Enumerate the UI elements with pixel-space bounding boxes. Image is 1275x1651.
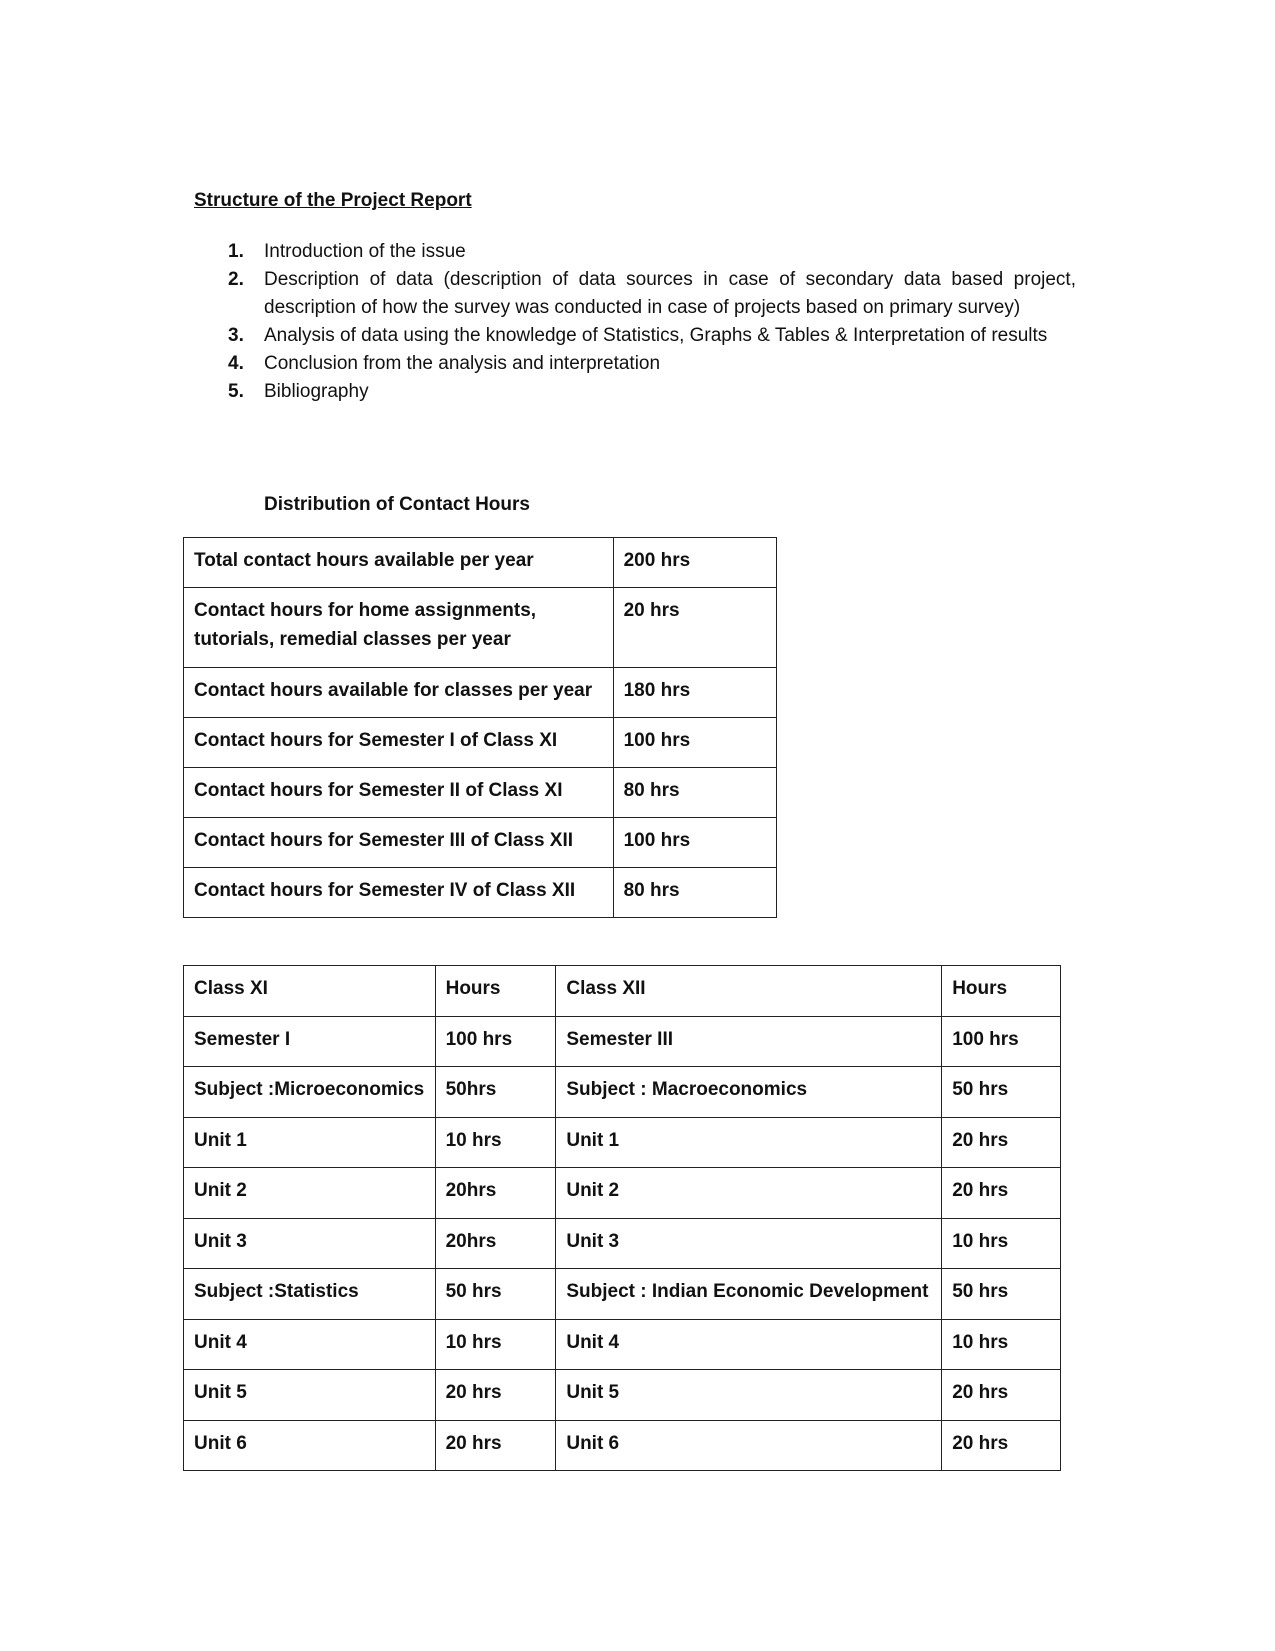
table-cell: Unit 1 xyxy=(556,1117,942,1168)
list-item xyxy=(228,238,1076,266)
table-row xyxy=(184,1269,1061,1320)
table-cell: 20hrs xyxy=(435,1218,556,1269)
table-cell: Unit 3 xyxy=(184,1218,436,1269)
list-item-number: 4. xyxy=(228,353,244,374)
table-cell: 100 hrs xyxy=(435,1016,556,1067)
table-cell: Subject : Indian Economic Development xyxy=(556,1269,942,1320)
table-cell: 20 hrs xyxy=(942,1370,1061,1421)
table-cell: 20 hrs xyxy=(942,1420,1061,1471)
list-item-text: Bibliography xyxy=(264,381,369,402)
table-cell: 10 hrs xyxy=(435,1117,556,1168)
table-cell-label: Total contact hours available per year xyxy=(184,538,614,588)
table-cell: 10 hrs xyxy=(435,1319,556,1370)
list-item xyxy=(228,266,1076,322)
list-item xyxy=(228,322,1076,350)
table-cell: 50hrs xyxy=(435,1067,556,1118)
table-cell-label: Contact hours available for classes per year xyxy=(184,668,614,718)
table-cell: Hours xyxy=(942,966,1061,1017)
table-row xyxy=(184,1319,1061,1370)
table-cell: Subject : Macroeconomics xyxy=(556,1067,942,1118)
table-cell-label: Contact hours for Semester IV of Class XII xyxy=(184,868,614,918)
distribution-title: Distribution of Contact Hours xyxy=(264,494,530,515)
list-item-number: 1. xyxy=(228,241,244,262)
table-cell: 20hrs xyxy=(435,1168,556,1219)
table-cell-label: Contact hours for Semester I of Class XI xyxy=(184,718,614,768)
table-cell: 10 hrs xyxy=(942,1319,1061,1370)
contact-hours-table xyxy=(183,537,777,918)
table-cell: Class XII xyxy=(556,966,942,1017)
list-item xyxy=(228,350,1076,378)
table-row xyxy=(184,1067,1061,1118)
table-cell: Semester I xyxy=(184,1016,436,1067)
table-cell: 50 hrs xyxy=(942,1269,1061,1320)
table-header-row xyxy=(184,966,1061,1017)
table-cell: 50 hrs xyxy=(942,1067,1061,1118)
table-cell: Unit 2 xyxy=(184,1168,436,1219)
table-cell-value: 100 hrs xyxy=(613,818,776,868)
table-row xyxy=(184,1370,1061,1421)
table-cell-value: 180 hrs xyxy=(613,668,776,718)
table-row xyxy=(184,588,777,668)
list-item xyxy=(228,378,1076,406)
table-cell: 20 hrs xyxy=(435,1420,556,1471)
list-item-number: 5. xyxy=(228,381,244,402)
table-cell: Unit 6 xyxy=(184,1420,436,1471)
table-row xyxy=(184,818,777,868)
table-cell: 10 hrs xyxy=(942,1218,1061,1269)
table-cell: 50 hrs xyxy=(435,1269,556,1320)
table-cell: Unit 3 xyxy=(556,1218,942,1269)
table-cell: Class XI xyxy=(184,966,436,1017)
table-row xyxy=(184,538,777,588)
table-cell: 20 hrs xyxy=(942,1117,1061,1168)
table-cell: Subject :Statistics xyxy=(184,1269,436,1320)
semester-hours-table xyxy=(183,965,1061,1471)
report-structure-list xyxy=(228,238,1076,406)
table-row xyxy=(184,718,777,768)
table-row xyxy=(184,1420,1061,1471)
table-row xyxy=(184,1117,1061,1168)
table-cell: Unit 2 xyxy=(556,1168,942,1219)
table-cell-value: 20 hrs xyxy=(613,588,776,668)
table-cell-value: 200 hrs xyxy=(613,538,776,588)
table-row xyxy=(184,668,777,718)
table-row xyxy=(184,1016,1061,1067)
report-title: Structure of the Project Report xyxy=(194,190,472,211)
list-item-text: Conclusion from the analysis and interpretation xyxy=(264,353,661,374)
list-item-number: 3. xyxy=(228,325,244,346)
table-cell-value: 80 hrs xyxy=(613,868,776,918)
table-cell: Unit 5 xyxy=(184,1370,436,1421)
table-row xyxy=(184,1168,1061,1219)
table-cell: Subject :Microeconomics xyxy=(184,1067,436,1118)
table-cell: Unit 4 xyxy=(184,1319,436,1370)
table-row xyxy=(184,768,777,818)
list-item-text: Analysis of data using the knowledge of Statistics, Graphs & Tables & Interpretation of results xyxy=(264,325,1048,346)
table-cell: 20 hrs xyxy=(435,1370,556,1421)
table-cell: Unit 6 xyxy=(556,1420,942,1471)
table-cell: 100 hrs xyxy=(942,1016,1061,1067)
table-cell: Hours xyxy=(435,966,556,1017)
table-cell: Unit 5 xyxy=(556,1370,942,1421)
table-cell: 20 hrs xyxy=(942,1168,1061,1219)
table-cell: Semester III xyxy=(556,1016,942,1067)
table-cell: Unit 1 xyxy=(184,1117,436,1168)
list-item-number: 2. xyxy=(228,269,244,290)
list-item-text: Description of data (description of data sources in case of secondary data based project, description of how the survey was conducted in case of projects based on primary survey) xyxy=(264,269,1076,318)
table-cell: Unit 4 xyxy=(556,1319,942,1370)
table-cell-value: 100 hrs xyxy=(613,718,776,768)
table-row xyxy=(184,868,777,918)
table-cell-label: Contact hours for Semester III of Class XII xyxy=(184,818,614,868)
list-item-text: Introduction of the issue xyxy=(264,241,466,262)
table-row xyxy=(184,1218,1061,1269)
table-cell-value: 80 hrs xyxy=(613,768,776,818)
table-cell-label: Contact hours for Semester II of Class XI xyxy=(184,768,614,818)
table-cell-label: Contact hours for home assignments, tutorials, remedial classes per year xyxy=(184,588,614,668)
